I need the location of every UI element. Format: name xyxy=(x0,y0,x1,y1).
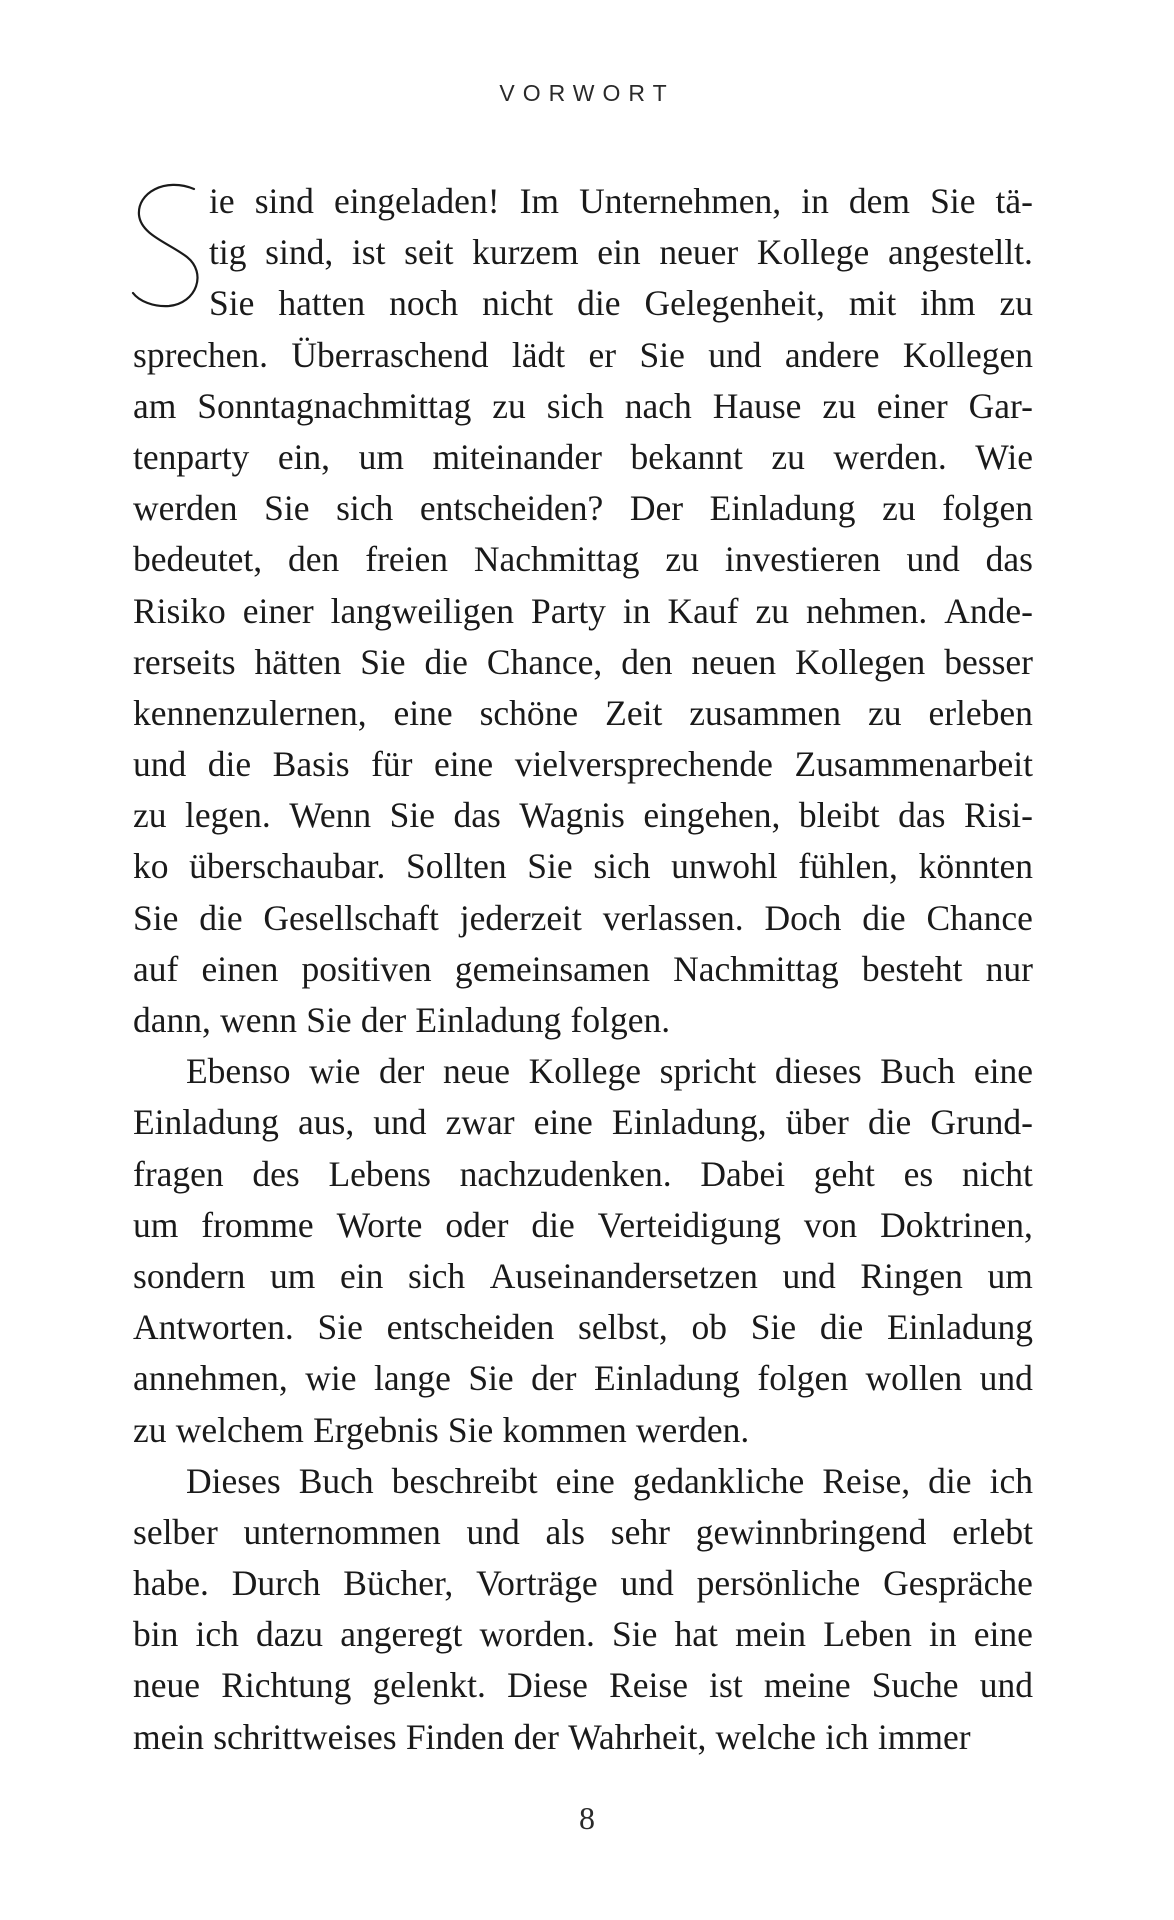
text-line: tenparty ein, um miteinander bekannt zu werden. Wie xyxy=(133,436,1033,477)
text-line: zu welchem Ergebnis Sie kommen werden. xyxy=(133,1409,750,1450)
text-line: fragen des Lebens nachzudenken. Dabei geht es nicht xyxy=(133,1153,1033,1194)
text-line: neue Richtung gelenkt. Diese Reise ist meine Suche und xyxy=(133,1665,1033,1706)
text-line: bedeutet, den freien Nachmittag zu investieren und das xyxy=(133,539,1033,580)
text-line: tig sind, ist seit kurzem ein neuer Kollege angestellt. xyxy=(209,232,1033,273)
text-line: rerseits hätten Sie die Chance, den neuen Kollegen besser xyxy=(133,641,1033,682)
text-line: ie sind eingeladen! Im Unternehmen, in dem Sie tä- xyxy=(209,181,1033,221)
text-line: werden Sie sich entscheiden? Der Einladung zu folgen xyxy=(133,488,1033,529)
text-line: und die Basis für eine vielversprechende Zusammenarbeit xyxy=(133,744,1033,785)
text-line: Sie hatten noch nicht die Gelegenheit, mit ihm zu xyxy=(209,283,1033,324)
text-line: selber unternommen und als sehr gewinnbringend erlebt xyxy=(133,1511,1033,1552)
text-line: ko überschaubar. Sollten Sie sich unwohl fühlen, könnten xyxy=(133,846,1033,887)
text-line: habe. Durch Bücher, Vorträge und persönliche Gespräche xyxy=(133,1563,1033,1604)
text-line: Einladung aus, und zwar eine Einladung, über die Grund- xyxy=(133,1102,1033,1143)
text-line: dann, wenn Sie der Einladung folgen. xyxy=(133,1000,671,1040)
text-line: kennenzulernen, eine schöne Zeit zusammen zu erleben xyxy=(133,692,1033,733)
text-line: um fromme Worte oder die Verteidigung von Doktrinen, xyxy=(133,1204,1033,1245)
text-line: Antworten. Sie entscheiden selbst, ob Sie die Einladung xyxy=(133,1307,1033,1348)
text-line: Dieses Buch beschreibt eine gedankliche Reise, die ich xyxy=(186,1460,1033,1501)
text-line: Risiko einer langweiligen Party in Kauf zu nehmen. Ande- xyxy=(133,590,1033,631)
text-line: sondern um ein sich Auseinandersetzen und Ringen um xyxy=(133,1255,1033,1296)
page-number: 8 xyxy=(579,1800,595,1836)
text-line: Ebenso wie der neue Kollege spricht dieses Buch eine xyxy=(186,1051,1033,1092)
text-line: annehmen, wie lange Sie der Einladung folgen wollen und xyxy=(133,1358,1033,1399)
text-line: mein schrittweises Finden der Wahrheit, welche ich immer xyxy=(133,1716,971,1757)
running-head: VORWORT xyxy=(499,80,675,106)
text-line: sprechen. Überraschend lädt er Sie und andere Kollegen xyxy=(133,334,1033,375)
text-line: auf einen positiven gemeinsamen Nachmittag besteht nur xyxy=(133,948,1033,989)
text-line: am Sonntagnachmittag zu sich nach Hause zu einer Gar- xyxy=(133,385,1033,426)
text-line: Sie die Gesellschaft jederzeit verlassen. Doch die Chance xyxy=(133,897,1033,938)
body-text xyxy=(133,176,1033,1763)
text-line: zu legen. Wenn Sie das Wagnis eingehen, bleibt das Risi- xyxy=(133,795,1033,836)
text-line: bin ich dazu angeregt worden. Sie hat mein Leben in eine xyxy=(133,1614,1033,1655)
